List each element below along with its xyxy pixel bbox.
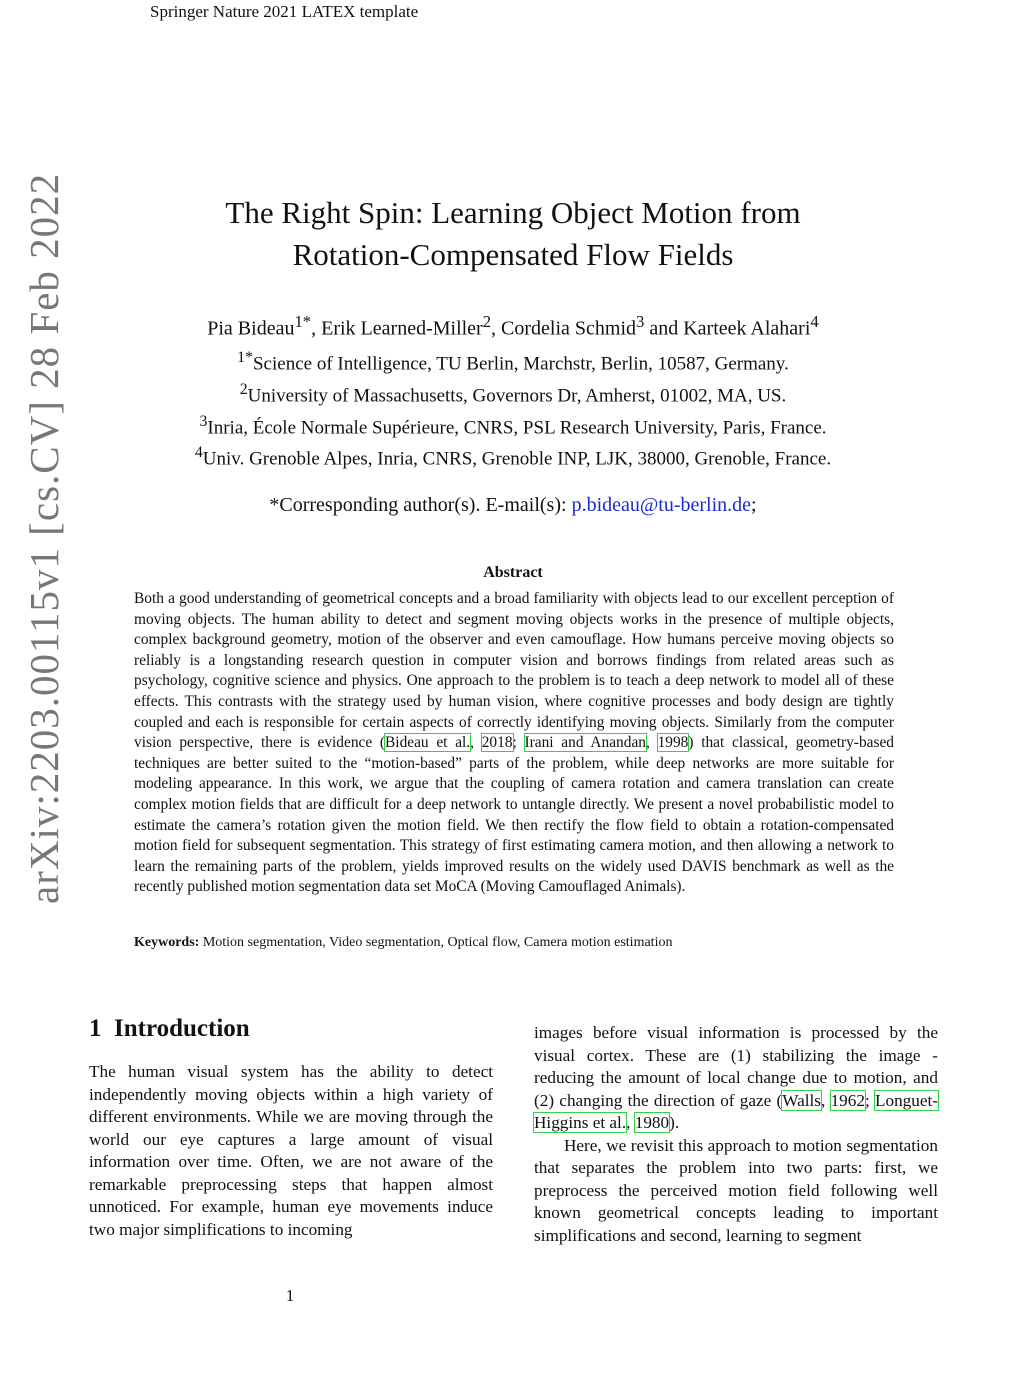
affiliation-3-text: Inria, École Normale Supérieure, CNRS, PSL Research University, Paris, France. bbox=[207, 416, 827, 438]
author-1-sup: 1* bbox=[294, 312, 312, 331]
arxiv-sidebar-stamp: arXiv:2203.00115v1 [cs.CV] 28 Feb 2022 bbox=[21, 172, 67, 904]
intro-paragraph-1-cont bbox=[534, 1022, 938, 1135]
title-line-2: Rotation-Compensated Flow Fields bbox=[292, 237, 734, 272]
intro-paragraph-2: Here, we revisit this approach to motion segmentation that separates the problem into two parts: first, we preprocess the perceived motion field following well known geometrical concepts leading to important simplifications and second, learning to segment bbox=[534, 1135, 938, 1245]
keywords bbox=[134, 935, 672, 951]
abstract-text-1: Both a good understanding of geometrical concepts and a broad familiarity with objects lead to our excellent perception of moving objects. The human ability to detect and segment moving objects works in the presence of multiple objects, complex background geometry, motion of the observer and even camouflage. How humans perceive moving objects so reliably is a longstanding research question in computer vision and borrows findings from related areas such as psychology, cognitive science and physics. One approach to the problem is to teach a deep network to model all of these effects. This contrasts with the strategy used by human vision, where cognitive processes and body design are tightly coupled and each is responsible for certain aspects of correctly identifying moving objects. Similarly from the computer vision perspective, there is evidence ( bbox=[134, 590, 894, 752]
section-title: Introduction bbox=[114, 1015, 250, 1042]
corresponding-suffix: ; bbox=[751, 494, 757, 516]
latex-logo: LATEX bbox=[301, 2, 356, 21]
author-list bbox=[120, 307, 906, 344]
citation-year-link[interactable]: 2018 bbox=[481, 734, 513, 752]
citation-year-link[interactable]: 1980 bbox=[634, 1113, 670, 1132]
citation-sep: , bbox=[820, 1090, 831, 1110]
citation-link[interactable]: Longuet-Higgins et al. bbox=[534, 1090, 938, 1132]
intro-text-end: ). bbox=[669, 1113, 680, 1132]
author-1: Pia Bideau bbox=[207, 317, 295, 340]
section-heading bbox=[89, 1015, 250, 1043]
citation-link[interactable]: Bideau et al. bbox=[385, 734, 471, 752]
affiliation-1-sup: 1* bbox=[237, 349, 253, 366]
author-4: and Karteek Alahari bbox=[644, 317, 811, 340]
affiliation-3 bbox=[110, 409, 916, 441]
corresponding-author bbox=[110, 494, 916, 517]
author-4-sup: 4 bbox=[810, 312, 819, 331]
intro-paragraph-1: The human visual system has the ability to detect independently moving objects within a high variety of different environments. While we are moving through the world our eye captures a large amount of visual information over time. Often, we are not aware of the remarkable preprocessing steps that happen almost unnoticed. For example, human eye movements induce two major simplifications to incoming bbox=[89, 1062, 493, 1239]
citation-link[interactable]: Irani and Anandan bbox=[524, 734, 646, 752]
email-link[interactable]: p.bideau@tu-berlin.de bbox=[571, 494, 752, 516]
intro-text: images before visual information is processed by the visual cortex. These are (1) stabilizing the image - reducing the amount of local change due to motion, and (2) changing the direction of gaze ( bbox=[534, 1023, 938, 1110]
running-header bbox=[150, 2, 418, 22]
author-2: , Erik Learned-Miller bbox=[311, 317, 483, 340]
abstract-heading: Abstract bbox=[483, 564, 543, 581]
header-text-end: template bbox=[355, 2, 419, 21]
abstract-body bbox=[134, 589, 894, 898]
affiliation-4-text: Univ. Grenoble Alpes, Inria, CNRS, Grenoble INP, LJK, 38000, Grenoble, France. bbox=[202, 448, 832, 470]
citation-sep: , bbox=[626, 1113, 635, 1132]
citation-between: ; bbox=[512, 734, 525, 752]
author-3: , Cordelia Schmid bbox=[491, 317, 637, 340]
corresponding-prefix: *Corresponding author(s). E-mail(s): bbox=[269, 494, 572, 516]
keywords-text: Motion segmentation, Video segmentation, Optical flow, Camera motion estimation bbox=[199, 935, 673, 950]
affiliation-1 bbox=[110, 345, 916, 377]
paper-title bbox=[130, 192, 896, 276]
affiliation-4 bbox=[110, 440, 916, 472]
affiliation-4-sup: 4 bbox=[194, 444, 203, 462]
title-line-1: The Right Spin: Learning Object Motion from bbox=[225, 195, 801, 230]
citation-sep: , bbox=[645, 734, 658, 752]
author-2-sup: 2 bbox=[482, 312, 492, 331]
section-number: 1 bbox=[89, 1015, 102, 1042]
affiliation-3-sup: 3 bbox=[199, 412, 208, 430]
intro-left-column bbox=[89, 1061, 493, 1241]
affiliation-2-sup: 2 bbox=[239, 380, 248, 398]
affiliation-2 bbox=[110, 377, 916, 409]
keywords-label: Keywords: bbox=[134, 935, 200, 950]
author-3-sup: 3 bbox=[636, 312, 645, 331]
affiliations bbox=[110, 345, 916, 472]
citation-link[interactable]: Walls bbox=[782, 1090, 821, 1110]
affiliation-2-text: University of Massachusetts, Governors Dr, Amherst, 01002, MA, US. bbox=[247, 385, 787, 407]
abstract-text-2: ) that classical, geometry-based techniques are better suited to the “motion-based” parts of the problem, while deep networks are more suitable for modeling appearance. In this work, we argue that the coupling of camera rotation and camera translation can create complex motion fields that are difficult for a deep network to untangle directly. We present a novel probabilistic model to estimate the camera’s rotation given the motion field. We then rectify the flow field to obtain a rotation-compensated motion field for subsequent segmentation. This strategy of first estimating camera motion, and then allowing a network to learn the remaining parts of the problem, yields improved results on the widely used DAVIS benchmark as well as the recently published motion segmentation data set MoCA (Moving Camouflaged Animals). bbox=[134, 734, 894, 896]
page-number: 1 bbox=[285, 1286, 295, 1305]
header-text: Springer Nature 2021 bbox=[150, 2, 302, 21]
citation-year-link[interactable]: 1962 bbox=[830, 1090, 865, 1110]
affiliation-1-text: Science of Intelligence, TU Berlin, Marchstr, Berlin, 10587, Germany. bbox=[252, 353, 789, 375]
citation-sep: , bbox=[470, 734, 482, 752]
citation-year-link[interactable]: 1998 bbox=[657, 734, 689, 752]
citation-between: ; bbox=[864, 1090, 875, 1110]
intro-right-column bbox=[534, 1022, 938, 1247]
